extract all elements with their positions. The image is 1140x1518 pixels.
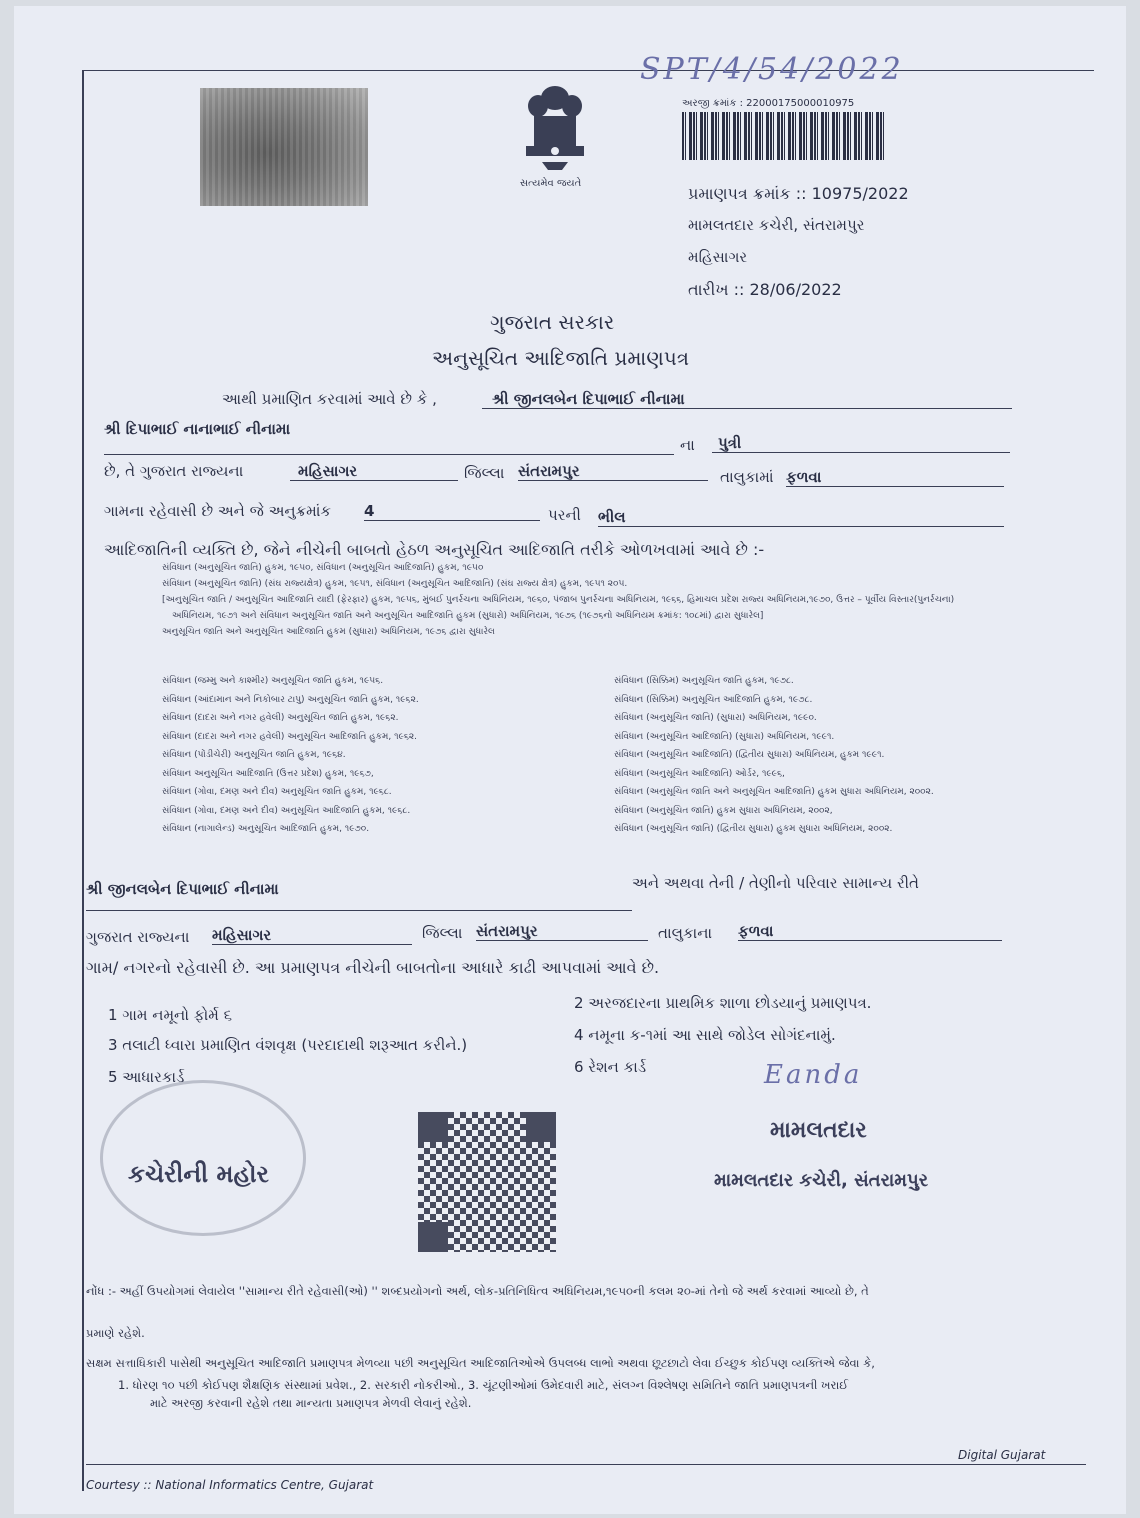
note-line: 1. ધોરણ ૧૦ પછી કોઈપણ શૈક્ષણિક સંસ્થામાં પ્રવેશ., 2. સરકારી નોકરીઓ., 3. ચૂંટણીઓમાં ઉમેદવારી માટે, સંલગ્ન વિશ્લેષણ સમિતિને જાતિ પ્રમાણપત્રની ખરાઈ bbox=[118, 1378, 849, 1392]
issuing-district: મહિસાગર bbox=[688, 248, 748, 266]
order-item: સંવિધાન (અનુસૂચિત આદિજાતિ) (સુધારા) અધિનિયમ, ૧૯૯૧. bbox=[614, 731, 835, 742]
emblem-motto: સત્યમેવ જયતે bbox=[520, 178, 582, 189]
courtesy-text: Courtesy :: National Informatics Centre, Gujarat bbox=[86, 1478, 374, 1492]
order-item: સંવિધાન (દાદરા અને નગર હવેલી) અનુસૂચિત જાતિ હુકમ, ૧૯૬૨. bbox=[162, 713, 399, 723]
certificate-number: પ્રમાણપત્ર ક્રમાંક :: 10975/2022 bbox=[688, 184, 909, 203]
state-prefix: છે, તે ગુજરાત રાજ્યના bbox=[104, 462, 244, 480]
document-item: 2 અરજદારના પ્રાથમિક શાળા છોડયાનું પ્રમાણપત્ર. bbox=[574, 994, 872, 1012]
district-label: જિલ્લા bbox=[464, 464, 505, 482]
relation: પુત્રી bbox=[712, 434, 1010, 453]
national-emblem-icon bbox=[512, 76, 598, 176]
basis-text: ગામ/ નગરનો રહેવાસી છે. આ પ્રમાણપત્ર નીચેની બાબતોના આધારે કાઢી આપવામાં આવે છે. bbox=[86, 958, 660, 977]
order-item: સંવિધાન (દાદરા અને નગર હવેલી) અનુસૂચિત આદિજાતિ હુકમ, ૧૯૬૨. bbox=[162, 731, 418, 742]
orders-right-list bbox=[614, 672, 1034, 839]
order-item: સંવિધાન (અનુસૂચિત આદિજાતિ) (દ્વિતીય સુધારા) અધિનિયમ, હુકમ ૧૯૯૧. bbox=[614, 750, 885, 760]
government-title: ગુજરાત સરકાર bbox=[490, 310, 615, 334]
order-item: સંવિધાન (સિક્કિમ) અનુસૂચિત આદિજાતિ હુકમ, ૧૯૭૮. bbox=[614, 694, 813, 705]
applicant-name: શ્રી જીનલબેન દિપાભાઈ નીનામા bbox=[482, 390, 1012, 409]
note-line: પ્રમાણે રહેશે. bbox=[86, 1326, 145, 1340]
note-line: માટે અરજી કરવાની રહેશે તથા માન્યતા પ્રમાણપત્ર મેળવી લેવાનું રહેશે. bbox=[150, 1396, 472, 1410]
order-item: અધિનિયમ, ૧૯૭૧ અને સંવિધાન અનુસૂચિત જાતિ અને અનુસૂચિત આદિજાતિ હુકમ (સુધારો) અધિનિયમ, ૧૯૭૬ (૧૯૭૬નો અધિનિયમ ક્રમાંક: ૧૦૮માં) દ્વારા સુધારેલ] bbox=[172, 611, 764, 621]
residence-taluka: સંતરામપુર bbox=[476, 922, 648, 941]
order-item: સંવિધાન (ગોવા, દમણ અને દીવ) અનુસૂચિત આદિજાતિ હુકમ, ૧૯૬૮. bbox=[162, 805, 411, 816]
taluka-label: તાલુકામાં bbox=[720, 468, 774, 486]
intro-text: આથી પ્રમાણિત કરવામાં આવે છે કે , bbox=[222, 390, 437, 408]
resident-name: શ્રી જીનલબેન દિપાભાઈ નીનામા bbox=[86, 880, 279, 898]
barcode bbox=[682, 112, 887, 160]
order-item: [અનુસૂચિત જાતિ / અનુસૂચિત આદિજાતિ યાદી (ફેરફાર) હુકમ, ૧૯૫૬, મુંબઈ પુનર્રચના અધિનિયમ, ૧૯૬૦, પંજાબ પુનર્રચના અધિનિયમ, ૧૯૬૬, હિમાચલ પ્રદેશ રાજ્ય અધિનિયમ,૧૯૭૦, ઉત્તર – પૂર્વીય વિસ્તાર(પુનર્રચના) bbox=[162, 595, 955, 605]
order-item: સંવિધાન (ગોવા, દમણ અને દીવ) અનુસૂચિત જાતિ હુકમ, ૧૯૬૮. bbox=[162, 787, 392, 797]
residence-district-label: જિલ્લા bbox=[422, 924, 463, 942]
order-item: સંવિધાન (અનુસૂચિત જાતિ અને અનુસૂચિત આદિજાતિ) હુકમ સુધારા અધિનિયમ, ૨૦૦૨. bbox=[614, 787, 934, 797]
designation-stamp: મામલતદાર bbox=[770, 1118, 867, 1143]
designation-office: મામલતદાર કચેરી, સંતરામપુર bbox=[714, 1170, 929, 1191]
order-item: સંવિધાન (અનુસૂચિત જાતિ) (સુધારા) અધિનિયમ, ૧૯૯૦. bbox=[614, 713, 817, 723]
document-item: 3 તલાટી ધ્વારા પ્રમાણિત વંશવૃક્ષ (પરદાદાથી શરૂઆત કરીને.) bbox=[108, 1036, 468, 1054]
order-item: સંવિધાન (અનુસૂચિત આદિજાતિ) ઓર્ડર, ૧૯૯૬, bbox=[614, 768, 785, 779]
document-item: 1 ગામ નમૂનો ફોર્મ ૬ bbox=[108, 1006, 232, 1024]
document-item: 5 આધારકાર્ડ bbox=[108, 1068, 185, 1086]
order-item: સંવિધાન (પોંડીચેરી) અનુસૂચિત જાતિ હુકમ, ૧૯૬૪. bbox=[162, 750, 346, 760]
recognition-text: આદિજાતિની વ્યક્તિ છે, જેને નીચેની બાબતો હેઠળ અનુસૂચિત આદિજાતિ તરીકે ઓળખવામાં આવે છે :- bbox=[104, 540, 765, 559]
qr-code-icon bbox=[418, 1112, 556, 1252]
application-number: અરજી ક્રમાંક : 22000175000010975 bbox=[682, 98, 855, 109]
residence-state-prefix: ગુજરાત રાજ્યના bbox=[86, 928, 190, 946]
note-line: નોંધ :- અહીં ઉપયોગમાં લેવાયેલ ''સામાન્ય રીતે રહેવાસી(ઓ) '' શબ્દપ્રયોગનો અર્થ, લોક-પ્રતિનિધિત્વ અધિનિયમ,૧૯૫૦ની કલમ ૨૦-માં તેનો જે અર્થ કરવામાં આવ્યો છે, તે bbox=[86, 1284, 869, 1298]
residence-district: મહિસાગર bbox=[212, 926, 412, 945]
residence-village: ફળવા bbox=[738, 922, 1002, 941]
order-item: સંવિધાન (સિક્કિમ) અનુસૂચિત જાતિ હુકમ, ૧૯૭૮. bbox=[614, 676, 794, 686]
order-item: અનુસૂચિત જાતિ અને અનુસૂચિત આદિજાતિ હુકમ (સુધારા) અધિનિયમ, ૧૯૭૬ દ્વારા સુધારેલ bbox=[162, 627, 495, 637]
signature: Eanda bbox=[764, 1060, 863, 1090]
parent-name-line bbox=[104, 454, 674, 455]
order-item: સંવિધાન (અનુસૂચિત જાતિ) હુકમ, ૧૯૫૦, સંવિધાન (અનુસૂચિત આદિજાતિ) હુકમ, ૧૯૫૦ bbox=[162, 563, 484, 573]
order-item: સંવિધાન (અનુસૂચિત જાતિ) હુકમ સુધારા અધિનિયમ, ૨૦૦૨, bbox=[614, 805, 833, 816]
order-item: સંવિધાન અનુસૂચિત આદિજાતિ (ઉત્તર પ્રદેશ) હુકમ, ૧૯૬૭, bbox=[162, 768, 374, 779]
office-seal-text: કચેરીની મહોર bbox=[128, 1160, 269, 1188]
order-item: સંવિધાન (અનુસૂચિત જાતિ) (દ્વિતીય સુધારા) હુકમ સુધારા અધિનિયમ, ૨૦૦૨. bbox=[614, 824, 893, 834]
order-item: સંવિધાન (જમ્મુ અને કાશ્મીર) અનુસૂચિત જાતિ હુકમ, ૧૯૫૬. bbox=[162, 676, 384, 686]
document-item: 6 રેશન કાર્ડ bbox=[574, 1058, 647, 1076]
serial-prefix: ગામના રહેવાસી છે અને જે અનુક્રમાંક bbox=[104, 502, 332, 520]
parent-name: શ્રી દિપાભાઈ નાનાભાઈ નીનામા bbox=[104, 420, 291, 438]
taluka-value: સંતરામપુર bbox=[518, 462, 708, 481]
issue-date: તારીખ :: 28/06/2022 bbox=[688, 280, 842, 299]
document-item: 4 નમૂના ક-૧માં આ સાથે જોડેલ સોગંદનામું. bbox=[574, 1026, 836, 1044]
family-text: અને અથવા તેની / તેણીનો પરિવાર સામાન્ય રીતે bbox=[632, 874, 919, 892]
footer-divider bbox=[86, 1464, 1086, 1465]
order-item: સંવિધાન (આંદામાન અને નિકોબાર ટાપુ) અનુસૂચિત જાતિ હુકમ, ૧૯૬૨. bbox=[162, 694, 419, 705]
serial-suffix: પરની bbox=[548, 506, 581, 524]
resident-name-line bbox=[86, 910, 632, 911]
serial-number: 4 bbox=[364, 502, 540, 521]
orders-left-list bbox=[162, 672, 582, 839]
digital-gujarat-label: Digital Gujarat bbox=[958, 1448, 1046, 1462]
village-value: ફળવા bbox=[786, 468, 1004, 487]
orders-top-list bbox=[162, 560, 992, 640]
office-seal-icon bbox=[100, 1080, 306, 1236]
order-item: સંવિધાન (નાગાલેન્ડ) અનુસૂચિત આદિજાતિ હુકમ, ૧૯૭૦. bbox=[162, 824, 370, 834]
residence-taluka-label: તાલુકાના bbox=[658, 924, 713, 942]
tribe-value: ભીલ bbox=[598, 508, 1004, 527]
order-item: સંવિધાન (અનુસૂચિત જાતિ) (સંઘ રાજ્યક્ષેત્ર) હુકમ, ૧૯૫૧, સંવિધાન (અનુસૂચિત આદિજાતિ) (સંઘ રાજ્ય ક્ષેત્ર) હુકમ, ૧૯૫૧ ૨૦૫. bbox=[162, 579, 628, 589]
issuing-office: મામલતદાર કચેરી, સંતરામપુર bbox=[688, 216, 865, 234]
certificate-title: અનુસૂચિત આદિજાતિ પ્રમાણપત્ર bbox=[432, 346, 690, 370]
district-value: મહિસાગર bbox=[290, 462, 458, 481]
applicant-photo bbox=[200, 88, 368, 206]
note-line: સક્ષમ સત્તાધિકારી પાસેથી અનુસૂચિત આદિજાતિ પ્રમાણપત્ર મેળવ્યા પછી અનુસૂચિત આદિજાતિઓએ ઉપલબ્ધ લાભો અથવા છૂટછાટો લેવા ઈચ્છુક કોઈપણ વ્યક્તિએ જેવા કે, bbox=[86, 1356, 875, 1370]
relation-prefix: ના bbox=[680, 436, 695, 454]
handwritten-reference: SPT/4/54/2022 bbox=[640, 52, 904, 87]
